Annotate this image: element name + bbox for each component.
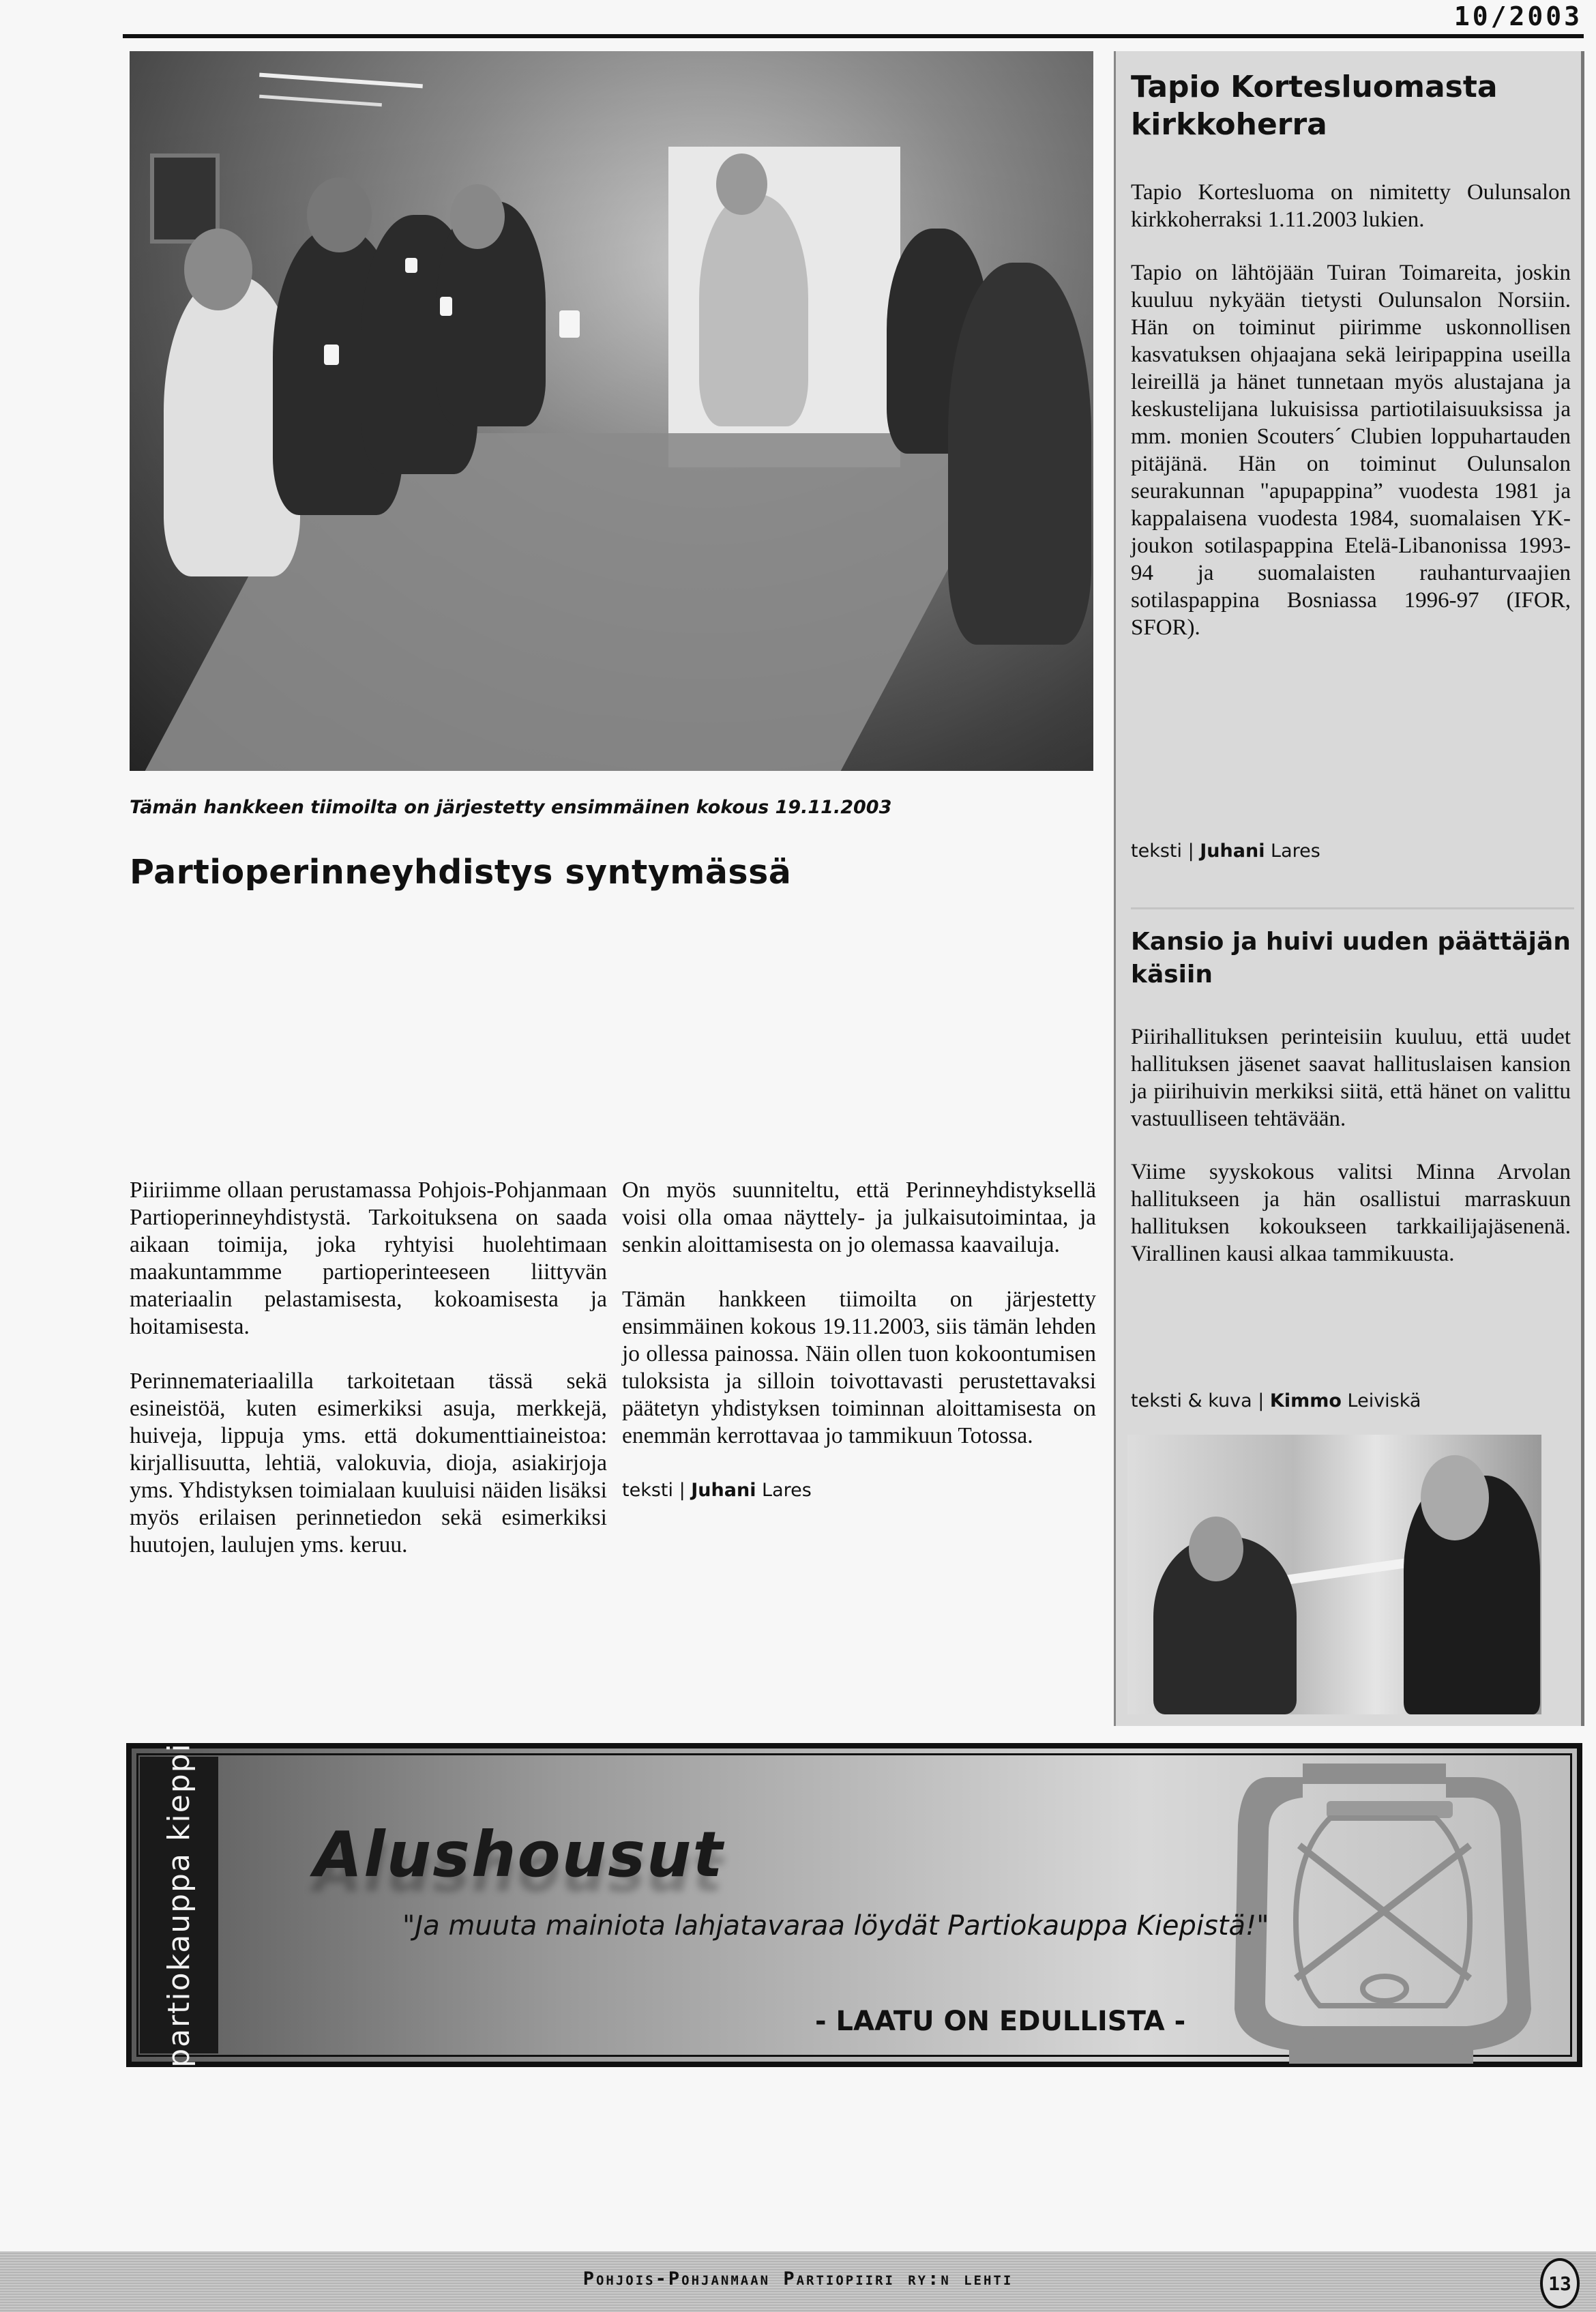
sidebar-byline-1	[1131, 840, 1320, 862]
coffee-cup	[559, 310, 580, 338]
ad-title: Alushousut	[314, 1818, 724, 1891]
byline-last-name: Lares	[1271, 840, 1320, 862]
byline-first-name: Juhani	[691, 1480, 756, 1501]
woman-head	[1189, 1517, 1243, 1581]
seated-person-head	[184, 229, 252, 310]
paragraph: Perinnemateriaalilla tarkoitetaan tässä sekä esineistöä, kuten esimerkiksi asuja, merkkejä, huiveja, lippuja yms. että dokumenttiaineistoa: kirjallisuutta, lehtiä, valokuvia, dioja, asiakirjoja yms. Yhdistyksen toimialaan kuuluisi näiden lisäksi myös erilaisen perinnetiedon sekä esimerkiksi huutojen, laulujen yms. keruu.	[130, 1369, 607, 1557]
lantern-top	[1303, 1764, 1446, 1784]
article-column-1	[130, 1177, 607, 1586]
issue-number: 10/2003	[1453, 1, 1582, 31]
man-head	[1421, 1455, 1489, 1540]
byline-label: teksti |	[1131, 840, 1194, 862]
lantern-burner	[1363, 1976, 1406, 2001]
paragraph: Tapio Kortesluoma on nimitetty Oulunsalon kirkkoherraksi 1.11.2003 lukien.	[1131, 180, 1571, 232]
paragraph: On myös suunniteltu, että Perinneyhdistyksellä voisi olla omaa näyttely- ja julkaisutoimintaa, ja senkin aloittamisesta on jo olemassa kaavailuja.	[622, 1177, 1096, 1257]
ad-slogan: - LAATU ON EDULLISTA -	[815, 2006, 1186, 2037]
byline-label: teksti |	[622, 1480, 685, 1501]
lantern-icon	[1200, 1750, 1582, 2064]
sidebar-title-2: Kansio ja huivi uuden päättäjän käsiin	[1131, 928, 1571, 989]
sidebar-divider	[1131, 907, 1574, 909]
paragraph: Viime syyskokous valitsi Minna Arvolan hallitukseen ja hän osallistui marraskuun hallituksen kokoukseen tarkkailijajäsenenä. Virallinen kausi alkaa tammikuusta.	[1131, 1160, 1571, 1266]
photo-caption: Tämän hankkeen tiimoilta on järjestetty ensimmäinen kokous 19.11.2003	[130, 797, 892, 818]
paragraph: Tämän hankkeen tiimoilta on järjestetty ensimmäinen kokous 19.11.2003, siis tämän lehden jo ollessa painossa. Näin ollen tuon kokoontumisen tuloksista ja silloin toivottavasti perustettavaksi päätetyn yhdistyksen toiminnan aloittamisesta on enemmän kerrottavaa jo tammikuun Totossa.	[622, 1287, 1096, 1448]
ad-brand-text: partiokauppa kieppi	[162, 1742, 197, 2068]
coffee-cup	[405, 258, 417, 273]
ceiling-light	[259, 73, 423, 89]
coffee-cup	[324, 345, 339, 365]
paragraph: Tapio on lähtöjään Tuiran Toimareita, joskin kuuluu nykyään tietysti Oulunsalon Norsiin. Hän on toiminut piirimme uskonnollisen kasvatuksen ohjaajana sekä leiripappina useilla leireillä ja hänet tunnetaan myös alustajana ja keskustelijana lukuisissa partiotilaisuuksissa ja mm. monien Scouters´ Clubien loppuhartauden pitäjänä. Hän on toiminut Oulunsalon seurakunnan "apupappina” vuodesta 1981 ja kappalaisena vuodesta 1984, suomalaisen YK-joukon sotilaspappina Etelä-Libanonissa 1993-94 ja suomalaisten rauhanturvaajien sotilaspappina Bosniassa 1996-97 (IFOR, SFOR).	[1131, 261, 1571, 640]
handover-photo	[1127, 1435, 1541, 1714]
header-rule	[123, 34, 1584, 38]
sidebar-article-2	[1131, 1023, 1571, 1293]
article-headline: Partioperinneyhdistys syntymässä	[130, 853, 792, 892]
page-number: 13	[1540, 2258, 1580, 2309]
byline-last-name: Lares	[762, 1480, 812, 1501]
byline-first-name: Kimmo	[1269, 1390, 1342, 1411]
publication-name: Pohjois-Pohjanmaan Partiopiiri ry:n lehti	[582, 2268, 1014, 2289]
coffee-cup	[440, 297, 452, 316]
seated-person-head	[307, 177, 372, 252]
sidebar-title-1: Tapio Kortesluomasta kirkkoherra	[1131, 70, 1498, 142]
sidebar-byline-2	[1131, 1390, 1421, 1411]
seated-person	[948, 263, 1091, 645]
paragraph: Piiriimme ollaan perustamassa Pohjois-Pohjanmaan Partioperinneyhdistystä. Tarkoituksena on saada aikaan toimija, joka ryhtyisi huolehtimaan maakuntammme partioperinteeseen liittyvän materiaalin pelastamisesta, kokoamisesta ja hoitamisesta.	[130, 1177, 607, 1339]
article-column-2	[622, 1177, 1096, 1504]
meeting-photo	[130, 51, 1093, 771]
ad-brand	[140, 1742, 218, 2068]
ceiling-light	[259, 95, 382, 107]
sidebar-article-1	[1131, 179, 1571, 667]
speaker-head	[716, 153, 767, 215]
paragraph: Piirihallituksen perinteisiin kuuluu, että uudet hallituksen jäsenet saavat hallituslaisen kansion ja piirihuivin merkiksi siitä, että hänet on valittu vastuulliseen tehtävään.	[1131, 1025, 1571, 1131]
article-byline	[622, 1477, 1096, 1504]
seated-person-head	[450, 184, 505, 249]
byline-label: teksti & kuva |	[1131, 1390, 1265, 1411]
ad-quote: "Ja muuta mainiota lahjatavaraa löydät Partiokauppa Kiepistä!"	[402, 1910, 1269, 1942]
byline-first-name: Juhani	[1200, 840, 1265, 862]
speaker-figure	[699, 194, 808, 426]
byline-last-name: Leiviskä	[1347, 1390, 1421, 1411]
